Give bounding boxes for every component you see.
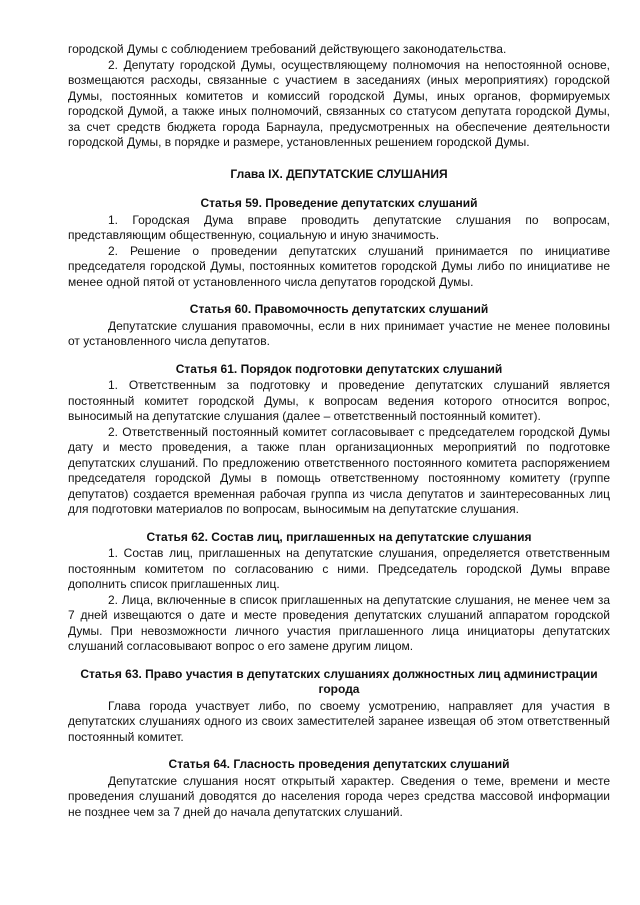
- article-61: [68, 362, 610, 518]
- article-59: [68, 196, 610, 290]
- article-title: Статья 59. Проведение депутатских слушаний: [200, 196, 478, 210]
- article-title: Статья 61. Порядок подготовки депутатских слушаний: [175, 361, 503, 376]
- article-title: Статья 62. Состав лиц, приглашенных на депутатские слушания: [146, 529, 532, 544]
- article-62: [68, 530, 610, 655]
- article-paragraph: 1. Ответственным за подготовку и проведение депутатских слушаний является постоянный комитет городской Думы, к вопросам ведения которого относится вопрос, выносимый на депутатские слушания (далее – ответственный постоянный комитет).: [68, 378, 610, 423]
- article-paragraph: 2. Лица, включенные в список приглашенных на депутатские слушания, не менее чем за 7 дней извещаются о дате и месте проведения депутатских слушаний аппаратом городской Думы. При невозможности личного участия приглашенного лица инициаторы депутатских слушаний согласовывают вопрос о его замене другим лицом.: [68, 592, 610, 653]
- intro-paragraph-2: 2. Депутату городской Думы, осуществляющему полномочия на непостоянной основе, возмещаются расходы, связанные с участием в заседаниях (иных мероприятиях) городской Думы, постоянных комитетов и комиссий городской Думы, иных органов, формируемых городской Думой, а также иных полномочий, связанных со статусом депутата городской Думы, за счет средств бюджета города Барнаула, предусмотренных на обеспечение деятельности городской Думы, в порядке и размере, установленных решением городской Думы.: [68, 57, 610, 149]
- intro-paragraph-continuation: городской Думы с соблюдением требований действующего законодательства.: [68, 42, 507, 56]
- article-60: [68, 302, 610, 350]
- article-paragraph: 2. Ответственный постоянный комитет согласовывает с председателем городской Думы дату и место проведения, а также план организационных мероприятий по подготовке депутатских слушаний. По предложению ответственного постоянного комитета распоряжением председателя городской Думы в помощь ответственному постоянному комитету (группе депутатов) создается временная рабочая группа из числа депутатов и заинтересованных лиц для подготовки материалов по вопросам, выносимым на депутатские слушания.: [68, 424, 610, 516]
- article-63: [68, 667, 610, 746]
- article-paragraph: Глава города участвует либо, по своему усмотрению, направляет для участия в депутатских слушаниях одного из своих заместителей заранее извещая об этом ответственный постоянный комитет.: [68, 698, 610, 744]
- article-paragraph: 1. Состав лиц, приглашенных на депутатские слушания, определяется ответственным постоянным комитетом по согласованию с ними. Председатель городской Думы вправе дополнить список приглашенных лиц.: [68, 546, 610, 591]
- chapter-title: Глава IX. ДЕПУТАТСКИЕ СЛУШАНИЯ: [230, 166, 448, 181]
- article-paragraph: Депутатские слушания правомочны, если в них принимает участие не менее половины от установленного числа депутатов.: [68, 318, 610, 348]
- article-title: Статья 64. Гласность проведения депутатских слушаний: [168, 757, 510, 771]
- article-paragraph: 1. Городская Дума вправе проводить депутатские слушания по вопросам, представляющим общественную, социальную и иную значимость.: [68, 212, 610, 242]
- article-paragraph: 2. Решение о проведении депутатских слушаний принимается по инициативе председателя городской Думы, постоянных комитетов городской Думы либо по инициативе не менее одной пятой от установленного числа депутатов городской Думы.: [68, 243, 610, 289]
- article-title: Статья 63. Право участия в депутатских слушаниях должностных лиц администрации города: [80, 666, 598, 696]
- article-title: Статья 60. Правомочность депутатских слушаний: [189, 302, 489, 316]
- article-64: [68, 757, 610, 820]
- article-paragraph: Депутатские слушания носят открытый характер. Сведения о теме, времени и месте проведения слушаний доводятся до населения города через средства массовой информации не позднее чем за 7 дней до начала депутатских слушаний.: [68, 773, 610, 819]
